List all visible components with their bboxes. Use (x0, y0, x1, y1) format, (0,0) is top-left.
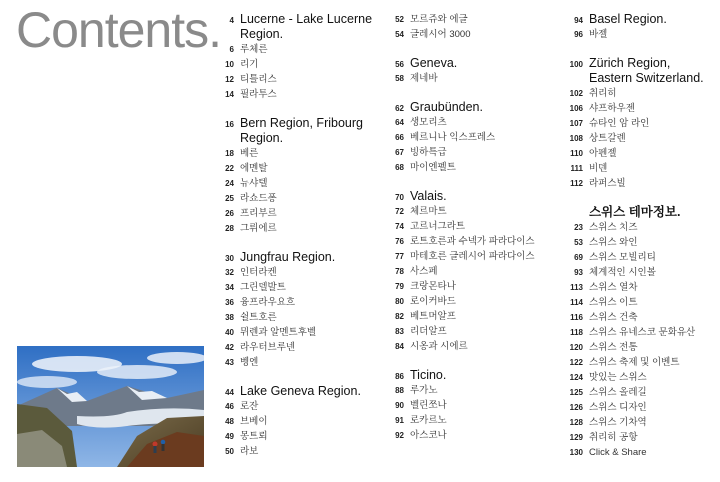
toc-label: 마이엔펠트 (410, 162, 456, 173)
toc-section-heading[interactable] (386, 56, 556, 71)
page-number: 92 (395, 431, 404, 440)
page-number: 49 (225, 432, 234, 441)
toc-label: 리더알프 (410, 326, 447, 337)
page-number: 126 (569, 403, 583, 412)
page-number: 91 (395, 416, 404, 425)
toc-label: Geneva. (410, 56, 458, 70)
toc-label: Graubünden. (410, 100, 483, 114)
page-number: 22 (225, 164, 234, 173)
toc-item[interactable] (216, 340, 376, 355)
toc-item[interactable] (565, 235, 715, 250)
toc-label: 마테호른 글레시어 파라다이스 (410, 251, 535, 262)
toc-label: 크랑몬타나 (410, 281, 456, 292)
page-number: 90 (395, 401, 404, 410)
toc-label: 티틀리스 (240, 74, 277, 85)
page-number: 50 (225, 447, 234, 456)
toc-section-heading[interactable] (386, 100, 556, 115)
toc-item[interactable] (216, 429, 376, 444)
toc-label: 베르니나 익스프레스 (410, 132, 496, 143)
toc-item[interactable] (216, 355, 376, 370)
toc-item[interactable] (216, 414, 376, 429)
toc-label: 뉴샤텔 (240, 178, 268, 189)
page-number: 79 (395, 282, 404, 291)
toc-label: Lake Geneva Region. (240, 384, 361, 398)
toc-label: 샤프하우젠 (589, 103, 635, 114)
toc-label: 그뤼에르 (240, 223, 277, 234)
toc-item[interactable] (216, 176, 376, 191)
page-number: 129 (569, 433, 583, 442)
toc-item[interactable] (565, 161, 715, 176)
toc-label: 프리부르 (240, 208, 277, 219)
page-number: 23 (574, 223, 583, 232)
page-number: 24 (225, 179, 234, 188)
toc-label: 제네바 (410, 73, 438, 84)
toc-item[interactable] (565, 445, 715, 460)
toc-label: 라우터브루넨 (240, 342, 296, 353)
page-number: 125 (569, 388, 583, 397)
toc-item[interactable] (565, 370, 715, 385)
page-number: 64 (395, 118, 404, 127)
toc-item[interactable] (565, 220, 715, 235)
toc-label: Bern Region, Fribourg Region. (240, 116, 363, 145)
page-number: 88 (395, 386, 404, 395)
toc-item[interactable] (565, 340, 715, 355)
toc-item[interactable] (216, 72, 376, 87)
page-number: 118 (570, 328, 583, 337)
toc-item[interactable] (565, 250, 715, 265)
toc-item[interactable] (565, 101, 715, 116)
page-number: 46 (225, 402, 234, 411)
toc-item[interactable] (216, 310, 376, 325)
page-number: 86 (395, 372, 404, 381)
toc-label: 스위스 건축 (589, 312, 638, 323)
page-number: 108 (569, 134, 583, 143)
toc-label: 베트머알프 (410, 311, 456, 322)
toc-item[interactable] (565, 310, 715, 325)
toc-column-1 (216, 12, 376, 459)
toc-label: 스위스 올레길 (589, 387, 647, 398)
page-number: 84 (395, 342, 404, 351)
toc-label: 벨린쪼나 (410, 400, 447, 411)
toc-label: 바젤 (589, 29, 608, 40)
toc-item[interactable] (216, 221, 376, 236)
page-number: 25 (225, 194, 234, 203)
toc-item[interactable] (216, 146, 376, 161)
toc-label: 벵엔 (240, 357, 259, 368)
toc-label: 브베이 (240, 416, 268, 427)
toc-label: 취리히 (589, 88, 617, 99)
page-number: 42 (225, 343, 234, 352)
toc-item[interactable] (565, 325, 715, 340)
page-number: 107 (569, 119, 583, 128)
page-number: 100 (569, 60, 583, 69)
toc-item[interactable] (386, 249, 556, 264)
toc-item[interactable] (565, 385, 715, 400)
toc-label: Valais. (410, 189, 447, 203)
page-number: 130 (569, 448, 583, 457)
toc-item[interactable] (386, 160, 556, 175)
page-number: 30 (225, 254, 234, 263)
page-number: 6 (229, 45, 234, 54)
page-number: 12 (225, 75, 234, 84)
page-number: 116 (570, 313, 583, 322)
page-number: 36 (225, 298, 234, 307)
toc-item[interactable] (565, 116, 715, 131)
toc-item[interactable] (565, 86, 715, 101)
toc-label: 상트갈렌 (589, 133, 626, 144)
page-number: 54 (395, 30, 404, 39)
page-number: 56 (395, 60, 404, 69)
toc-label: 로잔 (240, 401, 259, 412)
page-number: 48 (225, 417, 234, 426)
toc-label: 스위스 축제 및 이벤트 (589, 357, 680, 368)
page-number: 112 (570, 179, 583, 188)
toc-label: Basel Region. (589, 12, 667, 26)
toc-label: 로트호른과 수넥가 파라다이스 (410, 236, 535, 247)
toc-item[interactable] (565, 430, 715, 445)
page-number: 40 (225, 328, 234, 337)
page-number: 106 (569, 104, 583, 113)
toc-section-heading[interactable] (565, 12, 715, 27)
toc-item[interactable] (386, 413, 556, 428)
toc-item[interactable] (565, 355, 715, 370)
toc-label: 슈타인 암 라인 (589, 118, 650, 129)
toc-label: 라퍼스빌 (589, 178, 626, 189)
toc-label: 고르너그라트 (410, 221, 466, 232)
toc-item[interactable] (216, 325, 376, 340)
page-number: 93 (574, 268, 583, 277)
toc-item[interactable] (565, 27, 715, 42)
page-number: 67 (395, 148, 404, 157)
toc-item[interactable] (565, 265, 715, 280)
page-number: 16 (225, 120, 234, 129)
toc-label: 시옹과 시에르 (410, 341, 468, 352)
page-number: 10 (225, 60, 234, 69)
page-number: 80 (395, 297, 404, 306)
toc-label: 스위스 디자인 (589, 402, 647, 413)
page-number: 113 (570, 283, 583, 292)
toc-label: 스위스 와인 (589, 237, 638, 248)
toc-item[interactable] (565, 295, 715, 310)
toc-item[interactable] (565, 415, 715, 430)
page-number: 26 (225, 209, 234, 218)
toc-item[interactable] (386, 204, 556, 219)
page-number: 94 (574, 16, 583, 25)
toc-label: Ticino. (410, 368, 447, 382)
page-number: 28 (225, 224, 234, 233)
toc-label: 체계적인 시인볼 (589, 267, 656, 278)
toc-item[interactable] (386, 294, 556, 309)
toc-item[interactable] (216, 280, 376, 295)
page-number: 62 (395, 104, 404, 113)
toc-label: 아펜젤 (589, 148, 617, 159)
toc-item[interactable] (386, 309, 556, 324)
page-number: 38 (225, 313, 234, 322)
toc-item[interactable] (216, 87, 376, 102)
toc-label: 그린델발트 (240, 282, 286, 293)
page-number: 66 (395, 133, 404, 142)
toc-item[interactable] (216, 42, 376, 57)
toc-section-heading[interactable] (216, 250, 376, 265)
toc-section-heading[interactable] (216, 116, 376, 146)
page-number: 68 (395, 163, 404, 172)
toc-item[interactable] (565, 146, 715, 161)
toc-label: 융프라우요흐 (240, 297, 296, 308)
toc-item[interactable] (386, 27, 556, 42)
toc-item[interactable] (386, 219, 556, 234)
toc-label: 스위스 열차 (589, 282, 638, 293)
mountain-photo (17, 346, 204, 467)
page-number: 34 (225, 283, 234, 292)
toc-item[interactable] (216, 265, 376, 280)
page-number (565, 205, 583, 209)
toc-label: 리기 (240, 59, 259, 70)
page-number: 111 (570, 164, 583, 173)
toc-label: 체르마트 (410, 206, 447, 217)
toc-item[interactable] (386, 383, 556, 398)
toc-item[interactable] (386, 398, 556, 413)
toc-label: 빙하특급 (410, 147, 447, 158)
toc-label: 루체른 (240, 44, 268, 55)
toc-label: 스위스 테마정보. (589, 205, 681, 219)
page-number: 114 (570, 298, 583, 307)
page-number: 78 (395, 267, 404, 276)
toc-label: 쉴트호른 (240, 312, 277, 323)
toc-label: 모르쥬와 에글 (410, 14, 468, 25)
toc-item[interactable] (565, 400, 715, 415)
toc-label: 글레시어 3000 (410, 29, 471, 40)
toc-item[interactable] (216, 295, 376, 310)
toc-label: 에멘탈 (240, 163, 268, 174)
page-number: 72 (395, 207, 404, 216)
toc-item[interactable] (386, 12, 556, 27)
toc-item[interactable] (386, 264, 556, 279)
toc-label: 루가노 (410, 385, 438, 396)
toc-section-heading[interactable] (565, 56, 715, 86)
toc-item[interactable] (216, 444, 376, 459)
page-number: 77 (395, 252, 404, 261)
page-number: 83 (395, 327, 404, 336)
toc-label: Click & Share (589, 447, 647, 458)
toc-item[interactable] (216, 399, 376, 414)
page-number: 44 (225, 388, 234, 397)
toc-label: 스위스 모빌리티 (589, 252, 656, 263)
toc-label: 사스페 (410, 266, 438, 277)
toc-item[interactable] (565, 176, 715, 191)
toc-item[interactable] (386, 279, 556, 294)
toc-item[interactable] (386, 130, 556, 145)
toc-label: 로카르노 (410, 415, 447, 426)
toc-label: 스위스 전통 (589, 342, 638, 353)
toc-item[interactable] (386, 324, 556, 339)
toc-label: 스위스 치즈 (589, 222, 638, 233)
toc-label: Jungfrau Region. (240, 250, 336, 264)
page-number: 124 (569, 373, 583, 382)
toc-label: 베른 (240, 148, 259, 159)
page-number: 52 (395, 15, 404, 24)
page-number: 70 (395, 193, 404, 202)
toc-item[interactable] (565, 131, 715, 146)
toc-section-heading[interactable] (216, 384, 376, 399)
toc-label: 인터라켄 (240, 267, 277, 278)
toc-label: 스위스 이트 (589, 297, 638, 308)
toc-label: 필라투스 (240, 89, 277, 100)
page-number: 4 (229, 16, 234, 25)
toc-label: 몽트뢰 (240, 431, 268, 442)
toc-label: 취리히 공항 (589, 432, 638, 443)
page-number: 32 (225, 268, 234, 277)
toc-label: 스위스 유네스코 문화유산 (589, 327, 696, 338)
page-number: 53 (574, 238, 583, 247)
toc-section-heading[interactable] (386, 189, 556, 204)
page-number: 76 (395, 237, 404, 246)
toc-section-heading[interactable] (216, 12, 376, 42)
toc-item[interactable] (386, 428, 556, 443)
page-number: 82 (395, 312, 404, 321)
toc-item[interactable] (386, 339, 556, 354)
page-number: 43 (225, 358, 234, 367)
toc-item[interactable] (216, 161, 376, 176)
toc-item[interactable] (216, 191, 376, 206)
toc-label: Lucerne - Lake Lucerne Region. (240, 12, 373, 41)
page-number: 18 (225, 149, 234, 158)
toc-label: 로이커바드 (410, 296, 456, 307)
page-number: 128 (569, 418, 583, 427)
toc-label: 라쇼드퐁 (240, 193, 277, 204)
toc-label: 맛있는 스위스 (589, 372, 647, 383)
toc-column-2 (386, 12, 556, 443)
toc-column-3 (565, 12, 715, 460)
toc-item[interactable] (216, 206, 376, 221)
toc-label: Zürich Region, Eastern Switzerland. (589, 56, 704, 85)
page-number: 122 (569, 358, 583, 367)
page-number: 110 (570, 149, 583, 158)
page-number: 14 (225, 90, 234, 99)
toc-item[interactable] (216, 57, 376, 72)
toc-item[interactable] (386, 145, 556, 160)
page-number: 96 (574, 30, 583, 39)
page-number: 120 (569, 343, 583, 352)
toc-item[interactable] (386, 115, 556, 130)
toc-section-heading[interactable] (565, 205, 715, 220)
page-number: 74 (395, 222, 404, 231)
page-number: 58 (395, 74, 404, 83)
toc-item[interactable] (386, 234, 556, 249)
toc-item[interactable] (386, 71, 556, 86)
page-title: Contents. (16, 2, 222, 58)
toc-label: 아스코나 (410, 430, 447, 441)
page-number: 69 (574, 253, 583, 262)
toc-label: 비덴 (589, 163, 608, 174)
toc-label: 스위스 기차역 (589, 417, 647, 428)
toc-item[interactable] (565, 280, 715, 295)
toc-section-heading[interactable] (386, 368, 556, 383)
toc-label: 뮈렌과 알멘트후벨 (240, 327, 317, 338)
toc-label: 라보 (240, 446, 259, 457)
page-number: 102 (569, 89, 583, 98)
toc-label: 생모리츠 (410, 117, 447, 128)
